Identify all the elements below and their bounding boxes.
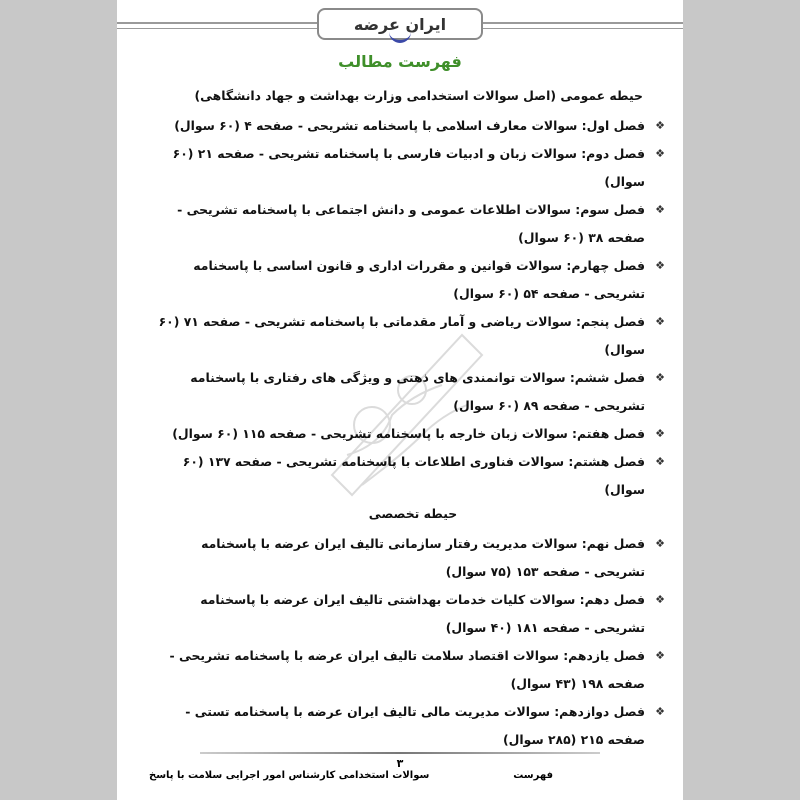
toc-item[interactable]: ❖ فصل اول: سوالات معارف اسلامی با پاسخنامه تشریحی - صفحه ۴ (۶۰ سوال) [153, 112, 673, 140]
page-number: ۳ [396, 757, 404, 770]
page-title: فهرست مطالب [338, 52, 462, 71]
diamond-bullet-icon: ❖ [655, 593, 665, 606]
header-rule-left [117, 22, 317, 29]
diamond-bullet-icon: ❖ [655, 371, 665, 384]
diamond-bullet-icon: ❖ [655, 259, 665, 272]
footer-section-label: فهرست [513, 770, 553, 781]
toc-content [153, 86, 673, 754]
toc-item[interactable]: ❖ فصل چهارم: سوالات قوانین و مقررات اداری و قانون اساسی با پاسخنامه تشریحی - صفحه ۵۴ (۶۰ سوال) [153, 252, 673, 308]
toc-item[interactable]: ❖ فصل هشتم: سوالات فناوری اطلاعات با پاسخنامه تشریحی - صفحه ۱۳۷ (۶۰ سوال) [153, 448, 673, 504]
logo-text: ایران عرضه [353, 14, 447, 34]
section-heading-specialized: حیطه تخصصی [368, 506, 458, 521]
toc-item[interactable]: ❖ فصل سوم: سوالات اطلاعات عمومی و دانش اجتماعی با پاسخنامه تشریحی - صفحه ۳۸ (۶۰ سوال) [153, 196, 673, 252]
toc-item[interactable]: ❖ فصل دوازدهم: سوالات مدیریت مالی تالیف ایران عرضه با پاسخنامه تستی - صفحه ۲۱۵ (۲۸۵ سوال) [153, 698, 673, 754]
diamond-bullet-icon: ❖ [655, 203, 665, 216]
iran-arze-logo [317, 8, 483, 40]
toc-item[interactable]: ❖ فصل یازدهم: سوالات اقتصاد سلامت تالیف ایران عرضه با پاسخنامه تشریحی - صفحه ۱۹۸ (۴۳ سوال) [153, 642, 673, 698]
diamond-bullet-icon: ❖ [655, 147, 665, 160]
toc-item[interactable]: ❖ فصل پنجم: سوالات ریاضی و آمار مقدماتی با پاسخنامه تشریحی - صفحه ۷۱ (۶۰ سوال) [153, 308, 673, 364]
diamond-bullet-icon: ❖ [655, 315, 665, 328]
section-heading-general: حیطه عمومی (اصل سوالات استخدامی وزارت بهداشت و جهاد دانشگاهی) [194, 88, 643, 103]
diamond-bullet-icon: ❖ [655, 649, 665, 662]
document-page [117, 0, 683, 800]
toc-item[interactable]: ❖ فصل دهم: سوالات کلیات خدمات بهداشتی تالیف ایران عرضه با پاسخنامه تشریحی - صفحه ۱۸۱ (۴۰ سوال) [153, 586, 673, 642]
footer-rule [200, 752, 600, 754]
header-rule-right [483, 22, 683, 29]
footer-book-title: سوالات استخدامی کارشناس امور اجرایی سلامت با پاسخ [149, 770, 430, 781]
toc-item[interactable]: ❖ فصل هفتم: سوالات زبان خارجه با پاسخنامه تشریحی - صفحه ۱۱۵ (۶۰ سوال) [153, 420, 673, 448]
diamond-bullet-icon: ❖ [655, 119, 665, 132]
logo-swoosh-icon [389, 30, 411, 43]
diamond-bullet-icon: ❖ [655, 455, 665, 468]
diamond-bullet-icon: ❖ [655, 705, 665, 718]
toc-item[interactable]: ❖ فصل نهم: سوالات مدیریت رفتار سازمانی تالیف ایران عرضه با پاسخنامه تشریحی - صفحه ۱۵۳ (۷۵ سوال) [153, 530, 673, 586]
diamond-bullet-icon: ❖ [655, 537, 665, 550]
toc-item[interactable]: ❖ فصل ششم: سوالات توانمندی های ذهنی و ویژگی های رفتاری با پاسخنامه تشریحی - صفحه ۸۹ (۶۰ سوال) [153, 364, 673, 420]
diamond-bullet-icon: ❖ [655, 427, 665, 440]
toc-item[interactable]: ❖ فصل دوم: سوالات زبان و ادبیات فارسی با پاسخنامه تشریحی - صفحه ۲۱ (۶۰ سوال) [153, 140, 673, 196]
